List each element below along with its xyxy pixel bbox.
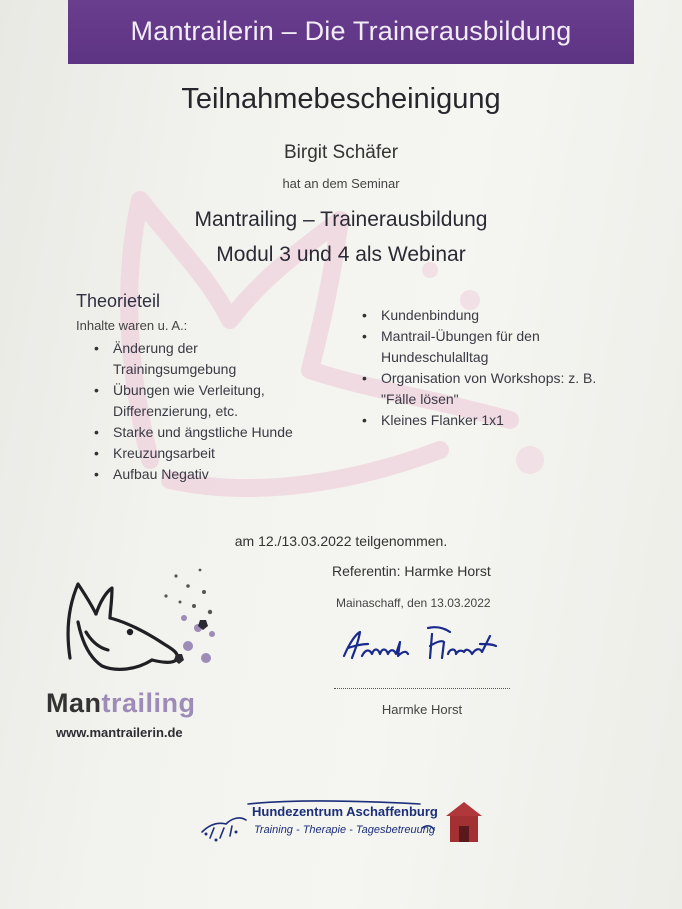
list-item: • Änderung der Trainingsumgebung: [94, 338, 324, 380]
theory-list-right: [362, 305, 602, 431]
participant-name: Birgit Schäfer: [283, 142, 399, 163]
handwritten-signature: [340, 622, 500, 672]
speaker-line: Referentin: Harmke Horst: [332, 563, 491, 579]
list-item: • Aufbau Negativ: [94, 464, 324, 485]
hundezentrum-tagline: Training - Therapie - Tagesbetreuung: [254, 824, 435, 836]
header-banner: [68, 0, 634, 64]
list-item: • Organisation von Workshops: z. B. "Fälle lösen": [362, 368, 602, 410]
logo-word-part2: trailing: [101, 688, 196, 718]
hundezentrum-name: Hundezentrum Aschaffenburg: [252, 804, 438, 819]
mantrailing-logo-wordmark: [46, 688, 196, 719]
logo-word-part1: Man: [46, 688, 102, 718]
theory-heading: Theorieteil: [76, 291, 161, 311]
list-item: • Kleines Flanker 1x1: [362, 410, 602, 431]
course-title: Mantrailing – Trainerausbildung: [194, 208, 488, 231]
list-item: • Kundenbindung: [362, 305, 602, 326]
banner-title: Mantrailerin – Die Trainerausbildung: [130, 16, 572, 46]
signatory-name: Harmke Horst: [381, 702, 463, 717]
course-subtitle: Modul 3 und 4 als Webinar: [216, 243, 466, 266]
list-item: • Mantrail-Übungen für den Hundeschulalltag: [362, 326, 602, 368]
list-item: • Übungen wie Verleitung, Differenzierung, etc.: [94, 380, 324, 422]
logo-url: www.mantrailerin.de: [56, 725, 183, 740]
theory-list-left: [94, 338, 324, 485]
theory-intro: Inhalte waren u. A.:: [76, 318, 188, 333]
signature-line: [334, 688, 510, 689]
list-item: • Kreuzungsarbeit: [94, 443, 324, 464]
participation-date: am 12./13.03.2022 teilgenommen.: [234, 533, 448, 549]
dog-head-icon: [56, 562, 226, 682]
list-item: • Starke und ängstliche Hunde: [94, 422, 324, 443]
place-date: Mainaschaff, den 13.03.2022: [336, 596, 491, 610]
seminar-intro: hat an dem Seminar: [282, 176, 400, 191]
certificate-title: Teilnahmebescheinigung: [181, 83, 501, 115]
